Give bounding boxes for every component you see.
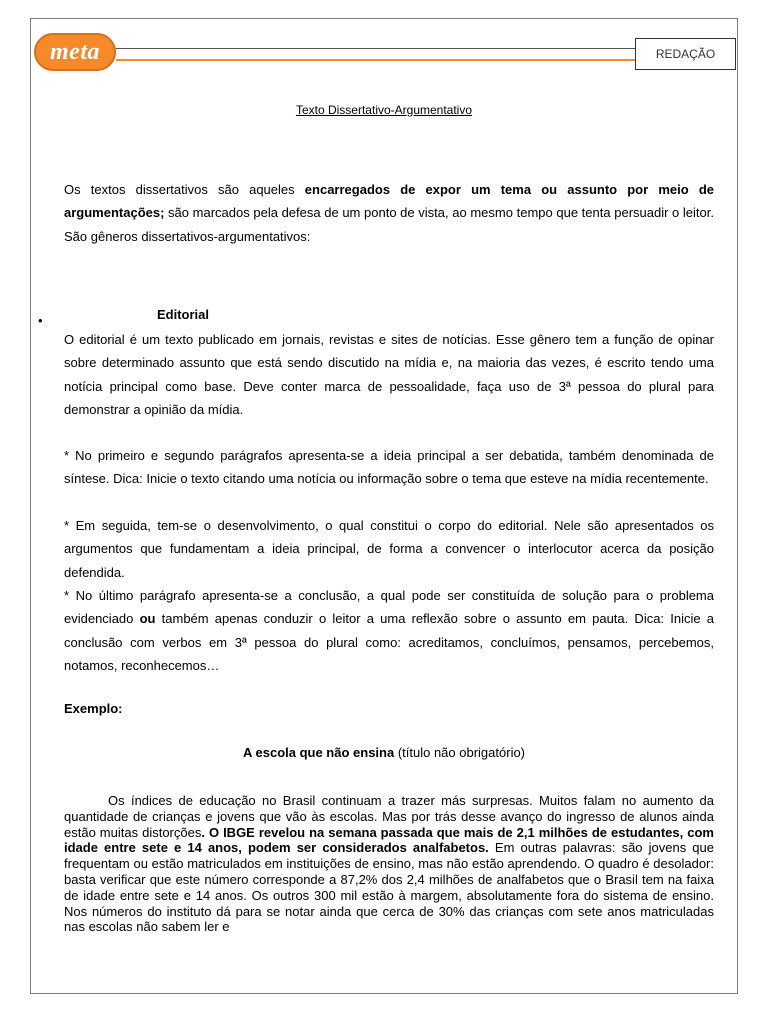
editorial-point-2: * Em seguida, tem-se o desenvolvimento, o qual constitui o corpo do editorial. Nele são apresentados os argumentos que fundamentam a ideia principal, de forma a convencer o interlocutor acerca da posição defendida.: [64, 518, 714, 580]
intro-text-1: Os textos dissertativos são aqueles: [64, 182, 305, 197]
header-rule-top: [116, 48, 636, 49]
example-body-a: Os índices de educação no Brasil continuam a trazer más surpresas. Muitos falam no aumento da quantidade de crianças e jovens que vão às escolas. Mas por trás desse avanço do ingresso de alunos ainda estão muitas distorções: [64, 793, 714, 840]
example-title-note: (título não obrigatório): [394, 745, 526, 760]
point3-bold: ou: [139, 611, 156, 627]
header-rule-orange: [116, 59, 636, 61]
point3-text-a: * No último parágrafo apresenta-se a conclusão, a qual pode ser constituída de solução para o problema evidenciado: [64, 588, 714, 627]
editorial-definition: O editorial é um texto publicado em jornais, revistas e sites de notícias. Esse gênero tem a função de opinar sobre determinado assunto que está sendo discutido na mídia e, na maioria das vezes, é escrito tendo uma notícia principal como base. Deve conter marca de pessoalidade, faça uso de 3ª pessoa do plural para demonstrar a opinião da mídia.: [64, 332, 714, 417]
intro-text-2: são marcados pela defesa de um ponto de vista, ao mesmo tempo que tenta persuadir o leitor. São gêneros dissertativos-argumentativos:: [64, 205, 714, 244]
example-body-bold: . O IBGE revelou na semana passada que mais de 2,1 milhões de estudantes, com idade entre sete e 14 anos, podem ser considerados analfabetos.: [64, 824, 714, 856]
point3-text-b: também apenas conduzir o leitor a uma reflexão sobre o assunto em pauta. Dica: Inicie a conclusão com verbos em 3ª pessoa do plural como: acreditamos, concluímos, pensamos, percebemos, notamos, reconhecemos…: [64, 611, 714, 673]
editorial-point-3: [64, 584, 714, 677]
example-title-bold: A escola que não ensina: [242, 745, 395, 760]
intro-paragraph: [64, 178, 714, 248]
example-body-b: Em outras palavras: são jovens que frequentam ou estão matriculados em instituições de ensino, mas não estão aprendendo. O quadro é desolador: basta verificar que este número corresponde a 87,2% dos 2,4 milhões de analfabetos que o Brasil tem na faixa de idade entre sete e 14 anos. Os outros 300 mil estão à margem, absolutamente fora do sistema de ensino. Nos números do instituto dá para se notar ainda que cerca de 30% das crianças com sete anos matriculadas nas escolas não sabem ler e: [64, 840, 714, 935]
section-label-box: REDAÇÃO: [635, 38, 736, 70]
editorial-heading: Editorial: [157, 307, 210, 322]
example-label: Exemplo:: [64, 701, 123, 716]
bullet-icon: •: [38, 313, 43, 328]
example-title: [0, 745, 768, 760]
intro-bold: encarregados de expor um tema ou assunto por meio de argumentações;: [64, 182, 714, 221]
document-title: Texto Dissertativo-Argumentativo: [295, 103, 473, 117]
editorial-point-1: * No primeiro e segundo parágrafos apresenta-se a ideia principal a ser debatida, também denominada de síntese. Dica: Inicie o texto citando uma notícia ou informação sobre o tema que esteve na mídia recentemente.: [64, 448, 714, 487]
example-body: [64, 793, 714, 935]
logo-text: meta: [50, 39, 100, 65]
meta-logo: [34, 33, 116, 71]
